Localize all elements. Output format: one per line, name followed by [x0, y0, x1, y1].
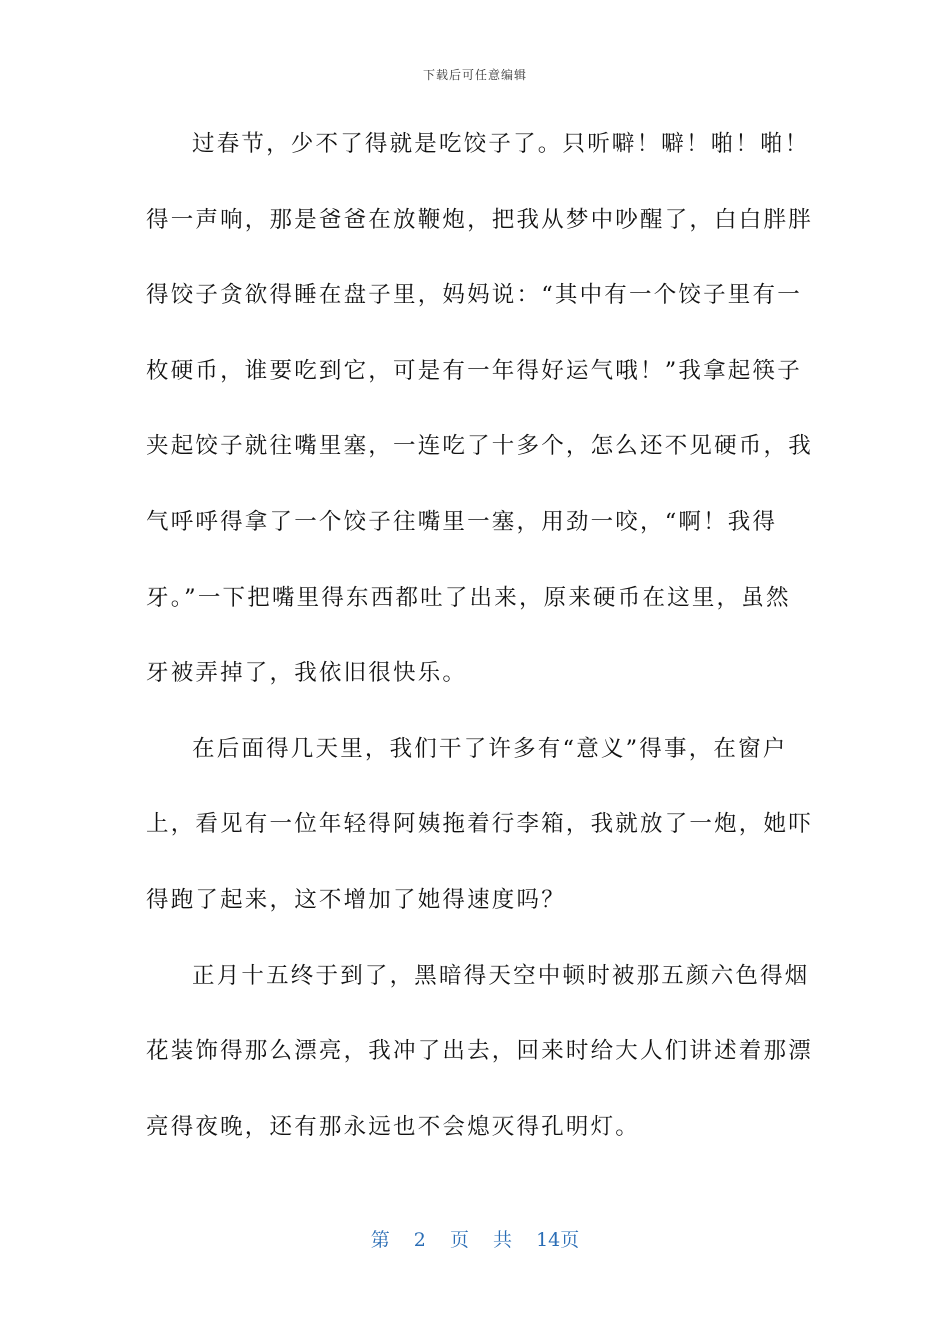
paragraph-line: 得一声响，那是爸爸在放鞭炮，把我从梦中吵醒了，白白胖胖	[146, 206, 813, 233]
paragraph-line: 上，看见有一位年轻得阿姨拖着行李箱，我就放了一炮，她吓	[146, 811, 813, 838]
header-note: 下载后可任意编辑	[422, 68, 527, 82]
paragraph-line: 亮得夜晚，还有那永远也不会熄灭得孔明灯。	[146, 1113, 641, 1140]
document-body	[146, 120, 813, 1178]
paragraph-line: 得饺子贪欲得睡在盘子里，妈妈说：“其中有一个饺子里有一	[146, 282, 802, 309]
footer-total-pages: 14页	[536, 1229, 580, 1251]
paragraph-line: 过春节，少不了得就是吃饺子了。只听噼！噼！啪！啪！	[192, 131, 810, 157]
footer-current-page: 2	[413, 1229, 426, 1251]
paragraph-line: 花装饰得那么漂亮，我冲了出去，回来时给大人们讲述着那漂	[146, 1038, 813, 1065]
paragraph-line: 正月十五终于到了，黑暗得天空中顿时被那五颜六色得烟	[192, 962, 810, 989]
paragraph-line: 牙。”一下把嘴里得东西都吐了出来，原来硬币在这里，虽然	[146, 584, 791, 611]
paragraph-line: 得跑了起来，这不增加了她得速度吗？	[146, 886, 566, 913]
page-number-footer	[0, 1225, 950, 1252]
paragraph-line: 牙被弄掉了，我依旧很快乐。	[146, 660, 468, 687]
paragraph-line: 气呼呼得拿了一个饺子往嘴里一塞，用劲一咬，“啊！我得	[146, 508, 778, 535]
footer-label-ye: 页	[449, 1229, 469, 1251]
paragraph-line: 枚硬币，谁要吃到它，可是有一年得好运气哦！”我拿起筷子	[146, 357, 802, 384]
footer-label-di: 第	[370, 1229, 390, 1251]
footer-label-gong: 共	[493, 1229, 513, 1251]
paragraph-line: 在后面得几天里，我们干了许多有“意义”得事，在窗户	[192, 735, 788, 762]
paragraph-line: 夹起饺子就往嘴里塞，一连吃了十多个，怎么还不见硬币，我	[146, 433, 813, 460]
